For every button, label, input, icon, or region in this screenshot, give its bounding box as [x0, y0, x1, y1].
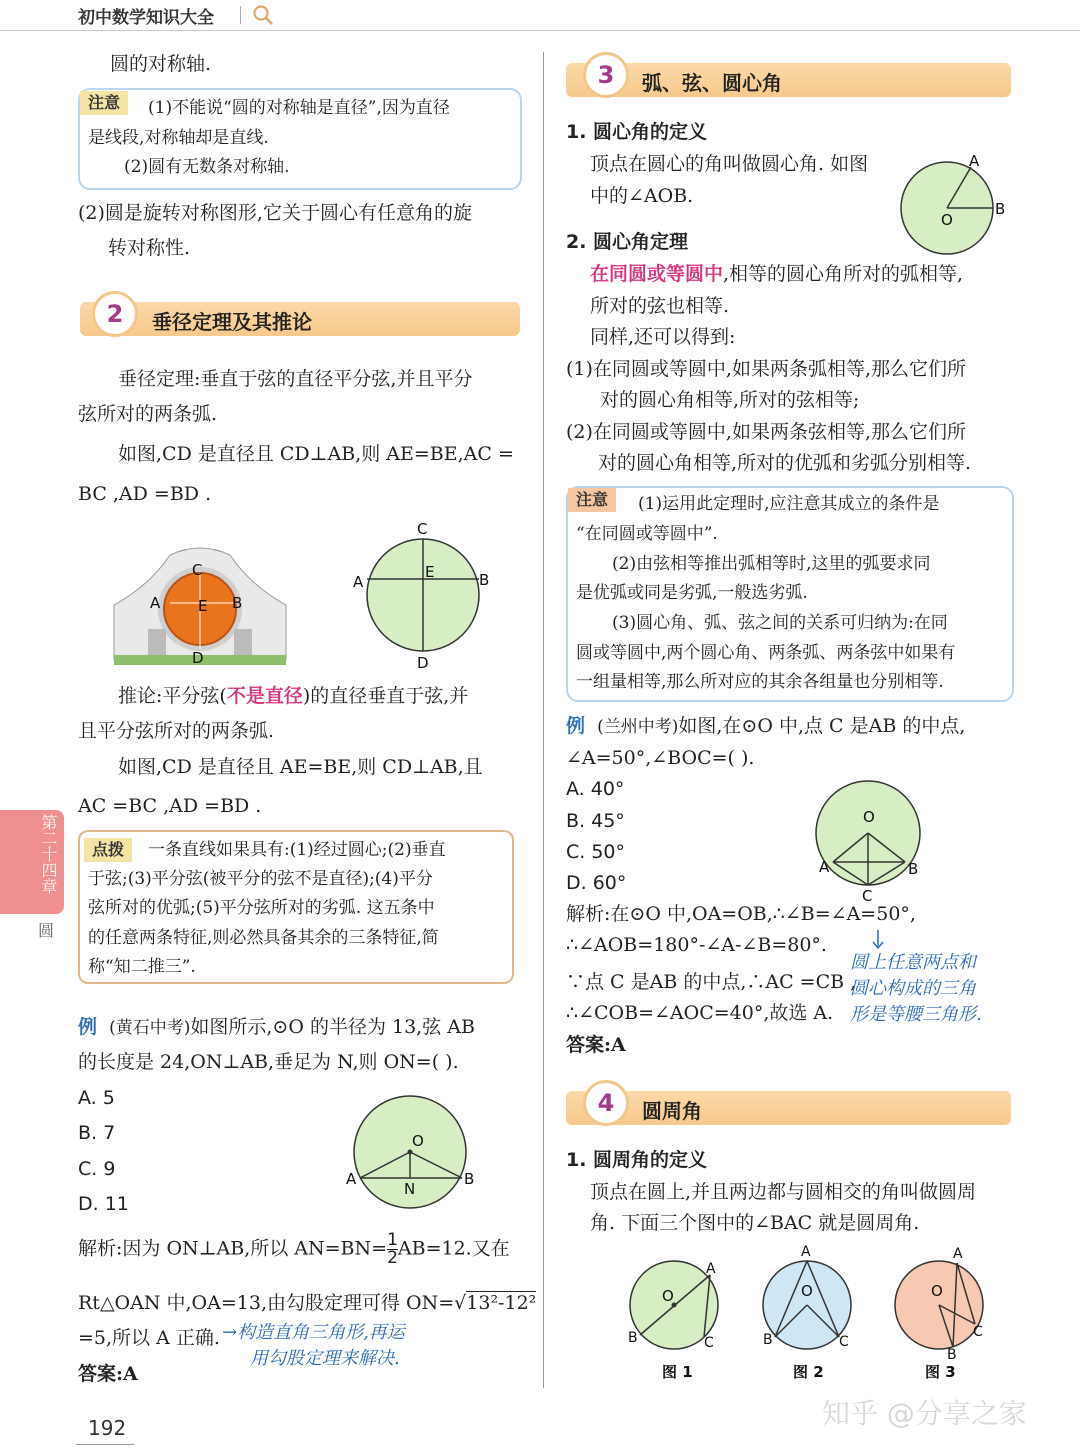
label-c: C [862, 887, 873, 905]
label-b: B [763, 1332, 773, 1348]
label-a: A [953, 1246, 963, 1262]
note-line: 是线段,对称轴却是直线. [88, 128, 269, 148]
definition-line: 中的∠AOB. [590, 185, 694, 207]
chord-figure [340, 1092, 490, 1217]
highlight-text: 在同圆或等圆中 [590, 263, 724, 285]
option-c: C. 50° [566, 841, 626, 863]
label-d: D [192, 649, 204, 667]
text-line: 圆的对称轴. [110, 53, 212, 75]
section-title: 圆周角 [642, 1099, 702, 1123]
moon-gate-illustration [110, 545, 290, 670]
corollary-line: 对的圆心角相等,所对的优弧和劣弧分别相等. [598, 452, 972, 474]
label-a: A [706, 1261, 716, 1277]
watermark: 知乎 @分享之家 [822, 1397, 1027, 1430]
tip-line: 于弦;(3)平分弦(被平分的弦不是直径);(4)平分 [88, 869, 433, 889]
note-line: “在同圆或等圆中”. [576, 524, 718, 544]
label-e: E [425, 563, 435, 581]
book-title: 初中数学知识大全 [78, 8, 214, 28]
label-c: C [839, 1334, 849, 1350]
definition-line: 顶点在圆上,并且两边都与圆相交的角叫做圆周 [590, 1181, 977, 1203]
solution-line: 解析:因为 ON⊥AB,所以 AN=BN= $\frac{1}{2}$ AB=12.又在 [78, 1230, 510, 1268]
label-c: C [417, 520, 428, 538]
answer: 答案:A [566, 1034, 626, 1056]
chapter-tab-label: 第二十四章 [39, 814, 58, 894]
label-a: A [801, 1244, 811, 1260]
chapter-topic: 圆 [38, 921, 55, 940]
tip-line: 称“知二推三”. [88, 957, 196, 977]
solution-line: ∴∠COB=∠AOC=40°,故选 A. [566, 1002, 834, 1024]
note-line: 一组量相等,那么所对应的其余各组量也分别相等. [576, 672, 944, 692]
label-a: A [353, 573, 364, 591]
corollary-line: (2)在同圆或等圆中,如果两条弦相等,那么它们所 [566, 421, 966, 443]
label-b: B [947, 1347, 957, 1363]
perpendicular-diameter-figure [345, 515, 505, 675]
handwritten-note: →构造直角三角形,再运 [222, 1322, 405, 1343]
solution-line: ∴∠AOB=180°-∠A-∠B=80°. [566, 934, 827, 956]
example-line: AC =BC ,AD =BD . [78, 795, 262, 817]
theorem-line: 在同圆或等圆中,相等的圆心角所对的弧相等, [590, 263, 964, 285]
section-title: 垂径定理及其推论 [152, 310, 312, 334]
label-b: B [628, 1330, 638, 1346]
label-b: B [232, 594, 243, 612]
example-tag: 例 [566, 715, 586, 737]
page-number-underline [76, 1444, 134, 1445]
label-c: C [704, 1335, 714, 1351]
definition-line: 角. 下面三个图中的∠BAC 就是圆周角. [590, 1212, 920, 1234]
header-divider [240, 6, 241, 24]
corollary-line: 对的圆心角相等,所对的弦相等; [600, 389, 860, 411]
example-line: BC ,AD =BD . [78, 483, 212, 505]
corollary-line: (1)在同圆或等圆中,如果两条弧相等,那么它们所 [566, 358, 966, 380]
note-line: (1)不能说“圆的对称轴是直径”,因为直径 [148, 98, 450, 118]
label-o: O [931, 1282, 943, 1300]
example-line: 如图,CD 是直径且 CD⊥AB,则 AE=BE,AC = [118, 443, 514, 465]
option-b: B. 7 [78, 1122, 116, 1144]
corollary-line: 推论:平分弦(不是直径)的直径垂直于弦,并 [118, 685, 469, 707]
figure-caption: 图 3 [925, 1363, 956, 1381]
label-n: N [404, 1180, 416, 1198]
label-b: B [479, 571, 490, 589]
note-line: (2)圆有无数条对称轴. [124, 157, 290, 177]
label-a: A [346, 1170, 357, 1188]
subheading: 1. 圆周角的定义 [566, 1149, 708, 1171]
corollary-line: 且平分弦所对的两条弧. [78, 720, 275, 742]
handwritten-note: 圆上任意两点和 [850, 952, 976, 973]
page-number: 192 [88, 1416, 127, 1440]
option-a: A. 40° [566, 778, 625, 800]
option-d: D. 11 [78, 1193, 129, 1215]
example-question: 的长度是 24,ON⊥AB,垂足为 N,则 ON=( ). [78, 1051, 459, 1073]
example-question: 例 (兰州中考)如图,在⊙O 中,点 C 是AB 的中点, [566, 715, 966, 737]
section-number: 3 [583, 52, 629, 98]
note-tag: 注意 [568, 488, 616, 512]
solution-line: Rt△OAN 中,OA=13,由勾股定理可得 ON=√13²-12² [78, 1292, 537, 1314]
label-b: B [464, 1170, 475, 1188]
inscribed-angle-figure-1 [620, 1245, 725, 1385]
label-a: A [819, 858, 830, 876]
figure-caption: 图 1 [662, 1363, 693, 1381]
label-o: O [412, 1132, 424, 1150]
solution-line: =5,所以 A 正确. [78, 1327, 220, 1349]
label-o: O [801, 1282, 813, 1300]
label-a: A [969, 152, 980, 170]
note-tag: 注意 [80, 91, 128, 115]
isosceles-figure [805, 770, 935, 905]
tip-line: 弦所对的优弧;(5)平分弦所对的劣弧. 这五条中 [88, 898, 435, 918]
search-icon[interactable] [252, 4, 274, 26]
figure-caption: 图 2 [793, 1363, 824, 1381]
tip-line: 一条直线如果具有:(1)经过圆心;(2)垂直 [148, 840, 446, 860]
note-line: (3)圆心角、弧、弦之间的关系可归纳为:在同 [612, 613, 948, 633]
note-line: (1)运用此定理时,应注意其成立的条件是 [638, 494, 940, 514]
option-c: C. 9 [78, 1158, 116, 1180]
section-band [566, 1091, 1011, 1125]
label-a: A [150, 594, 161, 612]
central-angle-figure [895, 150, 1015, 260]
option-a: A. 5 [78, 1087, 115, 1109]
example-tag: 例 [78, 1016, 98, 1038]
label-e: E [198, 597, 208, 615]
note-line: 圆或等圆中,两个圆心角、两条弧、两条弦中如果有 [576, 643, 956, 663]
inscribed-angle-figure-3 [885, 1240, 995, 1385]
label-c: C [973, 1324, 983, 1340]
definition-line: 顶点在圆心的角叫做圆心角. 如图 [590, 153, 869, 175]
handwritten-note: 圆心构成的三角 [850, 978, 976, 999]
label-b: B [908, 860, 919, 878]
label-o: O [941, 211, 953, 229]
solution-line: ∵点 C 是AB 的中点,∴AC =CB , [566, 971, 857, 993]
column-divider [543, 52, 544, 1388]
handwritten-note: 用勾股定理来解决. [250, 1348, 400, 1369]
theorem-line: 垂径定理:垂直于弦的直径平分弦,并且平分 [118, 368, 473, 390]
handwritten-note: 形是等腰三角形. [850, 1004, 982, 1025]
theorem-line: 同样,还可以得到: [590, 326, 736, 348]
inscribed-angle-figure-2 [755, 1240, 860, 1385]
example-question: ∠A=50°,∠BOC=( ). [566, 747, 755, 769]
section-band [566, 63, 1011, 97]
theorem-line: 弦所对的两条弧. [78, 403, 218, 425]
label-b: B [995, 200, 1006, 218]
theorem-line: 所对的弦也相等. [590, 295, 730, 317]
label-c: C [192, 561, 203, 579]
note-line: (2)由弦相等推出弧相等时,这里的弧要求同 [612, 554, 931, 574]
label-o: O [662, 1287, 674, 1305]
subheading: 2. 圆心角定理 [566, 231, 689, 253]
arrow-down-icon [868, 928, 888, 952]
subheading: 1. 圆心角的定义 [566, 121, 708, 143]
tip-tag: 点拨 [84, 838, 132, 862]
example-line: 如图,CD 是直径且 AE=BE,则 CD⊥AB,且 [118, 756, 483, 778]
highlight-text: 不是直径 [226, 685, 303, 707]
text-line: 转对称性. [108, 237, 191, 259]
option-d: D. 60° [566, 872, 627, 894]
solution-line: 解析:在⊙O 中,OA=OB,∴∠B=∠A=50°, [566, 903, 916, 925]
label-o: O [863, 808, 875, 826]
section-number: 2 [92, 291, 138, 337]
label-d: D [417, 654, 429, 672]
note-line: 是优弧或同是劣弧,一般选劣弧. [576, 583, 808, 603]
section-title: 弧、弦、圆心角 [642, 71, 782, 95]
tip-line: 的任意两条特征,则必然具备其余的三条特征,简 [88, 928, 439, 948]
answer: 答案:A [78, 1363, 138, 1385]
text-line: (2)圆是旋转对称图形,它关于圆心有任意角的旋 [78, 202, 472, 224]
section-number: 4 [583, 1080, 629, 1126]
option-b: B. 45° [566, 810, 625, 832]
example-question: 例 (黄石中考)如图所示,⊙O 的半径为 13,弦 AB [78, 1016, 475, 1038]
